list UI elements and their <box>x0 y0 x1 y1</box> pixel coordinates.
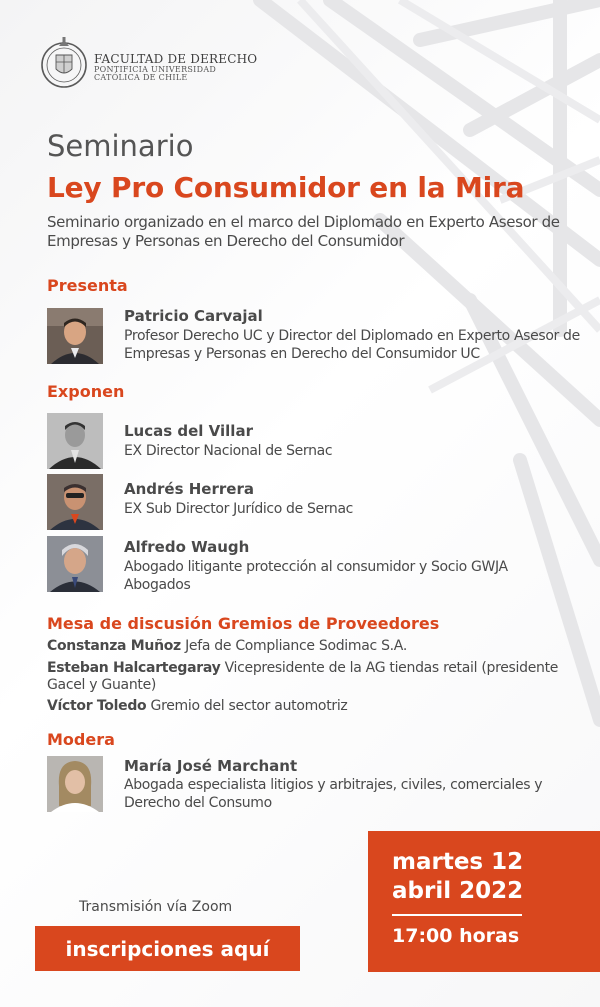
university-seal-icon <box>40 36 88 90</box>
page-title: Ley Pro Consumidor en la Mira <box>47 171 525 204</box>
list-item <box>47 698 577 715</box>
institution-country: CATÓLICA DE CHILE <box>94 72 188 82</box>
list-item <box>47 638 577 655</box>
member-role: Gremio del sector automotriz <box>150 698 348 714</box>
member-role: Jefa de Compliance Sodimac S.A. <box>185 638 407 654</box>
institution-name: FACULTAD DE DERECHO <box>94 52 258 66</box>
person-name: María José Marchant <box>124 757 298 775</box>
section-heading-presenta: Presenta <box>47 276 128 295</box>
avatar <box>47 413 103 469</box>
member-name: Víctor Toledo <box>47 698 147 714</box>
person-name: Alfredo Waugh <box>124 538 250 556</box>
event-date-month: abril 2022 <box>392 878 524 904</box>
event-time: 17:00 horas <box>392 925 520 947</box>
avatar <box>47 474 103 530</box>
person-name: Patricio Carvajal <box>124 307 263 325</box>
list-item <box>47 660 577 694</box>
divider <box>392 914 522 916</box>
event-date-day: martes 12 <box>392 849 524 875</box>
avatar <box>47 308 103 364</box>
person-role: EX Sub Director Jurídico de Sernac <box>124 501 354 517</box>
event-date-box <box>368 831 600 972</box>
page-subtitle: Seminario organizado en el marco del Diplomado en Experto Asesor de Empresas y Personas en Derecho del Consumidor <box>47 213 560 250</box>
person-role: Profesor Derecho UC y Director del Diplomado en Experto Asesor de Empresas y Personas en Derecho del Consumidor UC <box>124 328 580 362</box>
person-name: Lucas del Villar <box>124 422 253 440</box>
avatar <box>47 756 103 812</box>
section-heading-exponen: Exponen <box>47 382 125 401</box>
register-button[interactable]: inscripciones aquí <box>35 926 300 971</box>
section-heading-modera: Modera <box>47 730 115 749</box>
person-role: Abogado litigante protección al consumidor y Socio GWJA Abogados <box>124 559 508 593</box>
person-name: Andrés Herrera <box>124 480 254 498</box>
avatar <box>47 536 103 592</box>
member-role: Vicepresidente de la AG tiendas retail (presidente Gacel y Guante) <box>47 660 559 693</box>
section-heading-mesa: Mesa de discusión Gremios de Proveedores <box>47 614 440 633</box>
person-role: Abogada especialista litigios y arbitrajes, civiles, comerciales y Derecho del Consumo <box>124 777 543 811</box>
member-name: Constanza Muñoz <box>47 638 181 654</box>
institution-university: PONTIFICIA UNIVERSIDAD <box>94 64 217 74</box>
institution-block <box>94 53 257 82</box>
transmission-note: Transmisión vía Zoom <box>79 899 233 915</box>
person-role: EX Director Nacional de Sernac <box>124 443 333 459</box>
page-kicker: Seminario <box>47 129 194 163</box>
member-name: Esteban Halcartegaray <box>47 660 221 676</box>
